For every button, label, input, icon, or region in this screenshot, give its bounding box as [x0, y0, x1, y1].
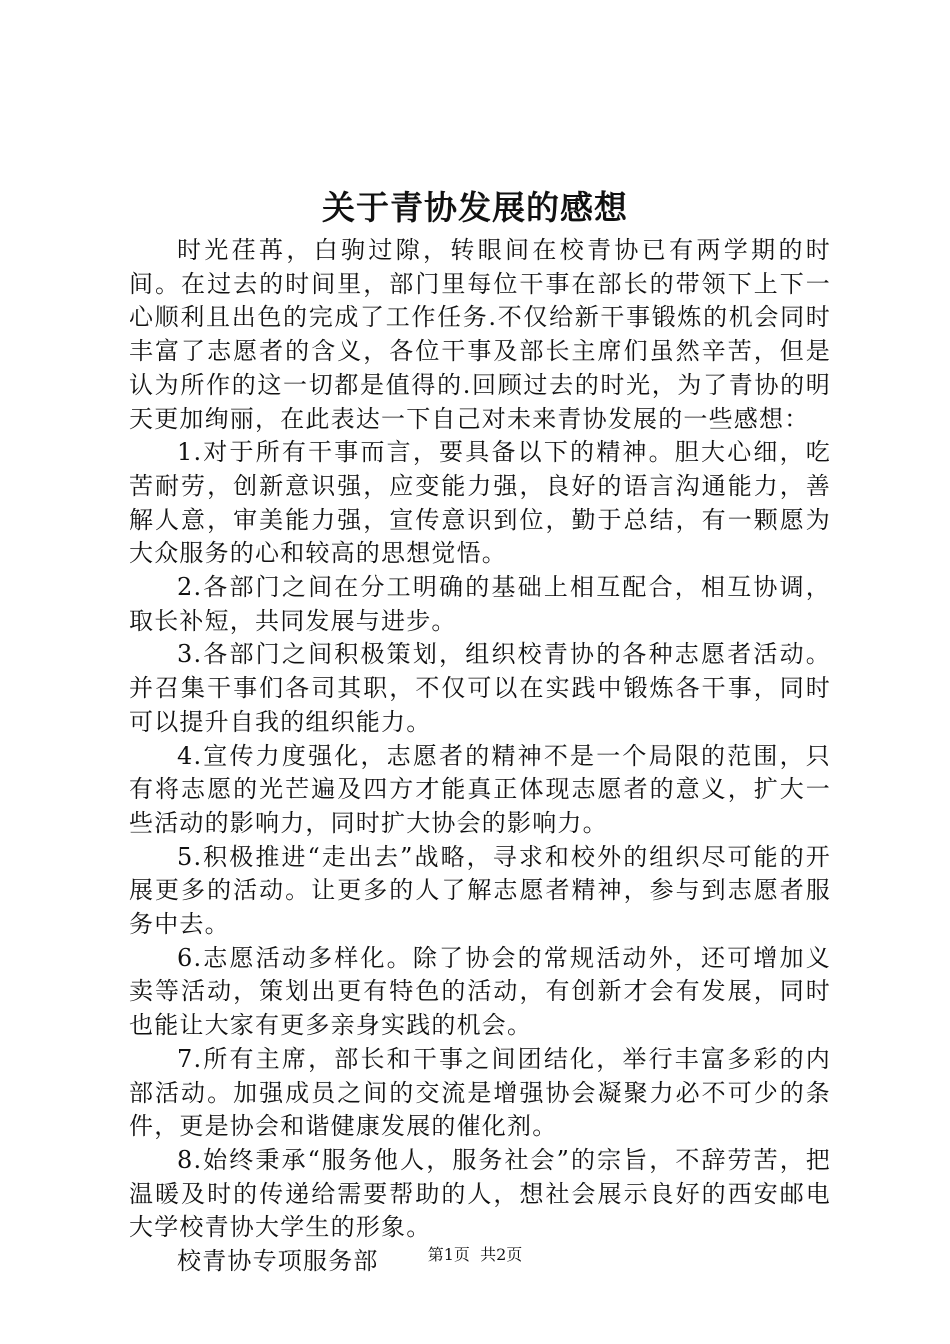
- paragraph-intro: 时光荏苒，白驹过隙，转眼间在校青协已有两学期的时间。在过去的时间里，部门里每位干事在部长的带领下上下一心顺利且出色的完成了工作任务.不仅给新干事锻炼的机会同时丰富了志愿者的含义，各位干事及部长主席们虽然辛苦，但是认为所作的这一切都是值得的.回顾过去的时光，为了青协的明天更加绚丽，在此表达一下自己对未来青协发展的一些感想：: [129, 236, 831, 433]
- signature-department: 校青协专项服务部: [177, 1247, 379, 1276]
- paragraph-item-3: 3.各部门之间积极策划，组织校青协的各种志愿者活动。并召集干事们各司其职，不仅可以在实践中锻炼各干事，同时可以提升自我的组织能力。: [129, 640, 831, 736]
- document-title: 关于青协发展的感想: [322, 188, 628, 227]
- paragraph-item-1: 1.对于所有干事而言，要具备以下的精神。胆大心细，吃苦耐劳，创新意识强，应变能力强，良好的语言沟通能力，善解人意，审美能力强，宣传意识到位，勤于总结，有一颗愿为大众服务的心和较高的思想觉悟。: [129, 438, 831, 568]
- paragraph-item-8: 8.始终秉承“服务他人，服务社会”的宗旨，不辞劳苦，把温暖及时的传递给需要帮助的人，想社会展示良好的西安邮电大学校青协大学生的形象。: [129, 1145, 831, 1242]
- document-body: [129, 234, 831, 1279]
- paragraph-item-2: 2.各部门之间在分工明确的基础上相互配合，相互协调，取长补短，共同发展与进步。: [129, 573, 831, 635]
- page-footer: [0, 1244, 950, 1266]
- paragraph-item-7: 7.所有主席，部长和干事之间团结化，举行丰富多彩的内部活动。加强成员之间的交流是增强协会凝聚力必不可少的条件，更是协会和谐健康发展的催化剂。: [129, 1044, 831, 1141]
- paragraph-item-4: 4.宣传力度强化，志愿者的精神不是一个局限的范围，只有将志愿的光芒遍及四方才能真正体现志愿者的意义，扩大一些活动的影响力，同时扩大协会的影响力。: [129, 741, 831, 837]
- page-number-label: 第1页 共2页: [427, 1245, 523, 1264]
- paragraph-item-5: 5.积极推进“走出去”战略，寻求和校外的组织尽可能的开展更多的活动。让更多的人了解志愿者精神，参与到志愿者服务中去。: [129, 842, 831, 939]
- paragraph-item-6: 6.志愿活动多样化。除了协会的常规活动外，还可增加义卖等活动，策划出更有特色的活动，有创新才会有发展，同时也能让大家有更多亲身实践的机会。: [129, 943, 831, 1040]
